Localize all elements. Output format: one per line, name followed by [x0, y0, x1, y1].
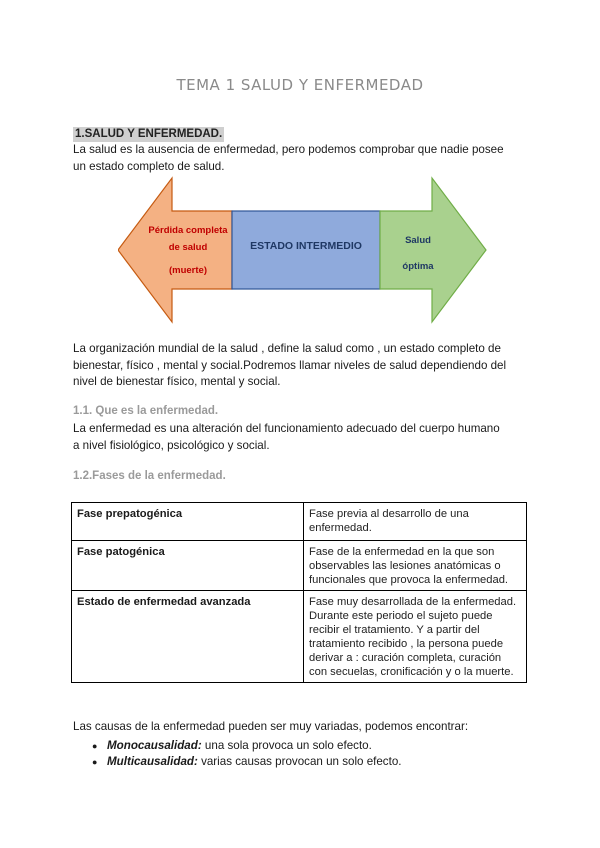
- causes-list: [92, 738, 402, 770]
- table-row: [72, 541, 527, 591]
- oms-line: nivel de bienestar físico, mental y social.: [73, 375, 281, 388]
- phase-desc-cell: Fase previa al desarrollo de una enfermedad.: [304, 503, 527, 541]
- intro-line: un estado completo de salud.: [73, 159, 225, 173]
- phase-name-cell: Estado de enfermedad avanzada: [72, 591, 304, 683]
- oms-line: La organización mundial de la salud , define la salud como , un estado completo de: [73, 342, 501, 355]
- phase-desc-cell: Fase de la enfermedad en la que son observables las lesiones anatómicas o funcionales que provoca la enfermedad.: [304, 541, 527, 591]
- intro-paragraph: [73, 142, 533, 175]
- bullet-icon: ●: [92, 741, 98, 751]
- oms-paragraph: [73, 341, 543, 391]
- intro-line: La salud es la ausencia de enfermedad, pero podemos comprobar que nadie posee: [73, 143, 504, 156]
- left-arrow-label: [140, 222, 236, 279]
- section-heading-salud-enfermedad: 1.SALUD Y ENFERMEDAD.: [75, 128, 223, 140]
- phase-desc-cell: Fase muy desarrollada de la enfermedad. Durante este periodo el sujeto puede recibir el tratamiento. Y a partir del tratamiento recibido , la persona puede derivar a : curación completa, curación con secuelas, cronificación y o la muerte.: [304, 591, 527, 683]
- subheading-fases: 1.2.Fases de la enfermedad.: [73, 470, 226, 482]
- list-item: [92, 754, 402, 770]
- health-continuum-diagram: [118, 176, 488, 324]
- list-item-desc: una sola provoca un solo efecto.: [201, 739, 372, 752]
- bullet-icon: ●: [92, 757, 98, 767]
- enfermedad-line: a nivel fisiológico, psicológico y social.: [73, 438, 270, 452]
- enfermedad-paragraph: [73, 421, 543, 454]
- subheading-que-es-enfermedad: 1.1. Que es la enfermedad.: [73, 405, 219, 417]
- table-row: [72, 503, 527, 541]
- left-label-line: de salud: [168, 242, 208, 253]
- left-label-line: (muerte): [168, 265, 207, 276]
- phases-table: [71, 502, 527, 683]
- list-item-term: Multicausalidad:: [107, 755, 198, 768]
- page-title: TEMA 1 SALUD Y ENFERMEDAD: [176, 76, 424, 94]
- left-label-line: Pérdida completa: [148, 225, 228, 236]
- causes-intro: Las causas de la enfermedad pueden ser muy variadas, podemos encontrar:: [73, 720, 469, 733]
- list-item-desc: varias causas provocan un solo efecto.: [197, 755, 402, 768]
- right-arrow-label: [380, 228, 456, 280]
- right-label-line: Salud: [405, 235, 431, 246]
- phase-name-cell: Fase prepatogénica: [72, 503, 304, 541]
- middle-block-label: ESTADO INTERMEDIO: [250, 240, 362, 252]
- list-item: [92, 738, 402, 754]
- oms-line: bienestar, físico , mental y social.Podremos llamar niveles de salud dependiendo del: [73, 358, 507, 372]
- table-row: [72, 591, 527, 683]
- list-item-term: Monocausalidad:: [107, 739, 202, 752]
- phase-name-cell: Fase patogénica: [72, 541, 304, 591]
- list-item-text: [107, 738, 372, 754]
- right-label-line: óptima: [402, 261, 434, 272]
- list-item-text: [107, 754, 402, 770]
- enfermedad-line: La enfermedad es una alteración del funcionamiento adecuado del cuerpo humano: [73, 422, 500, 435]
